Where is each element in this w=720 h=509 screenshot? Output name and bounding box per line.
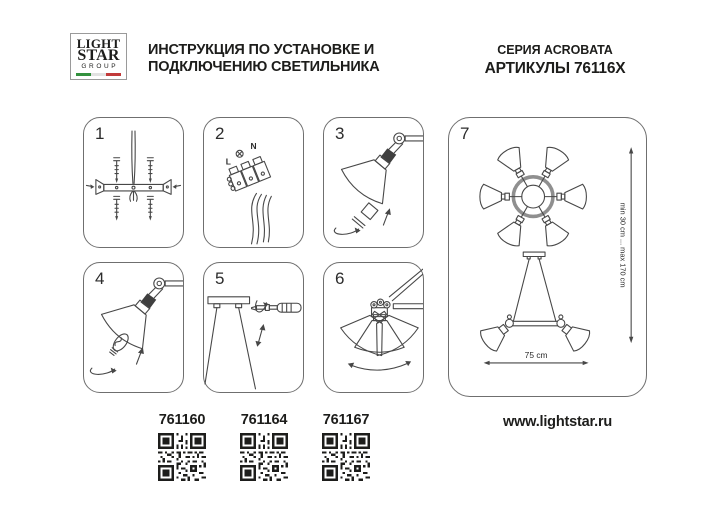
articles-label: АРТИКУЛЫ 76116X: [484, 60, 626, 77]
series-block: [440, 43, 670, 78]
step-panel-3: [323, 117, 424, 248]
terminal-label-neutral: N: [250, 140, 257, 151]
qr-code: [158, 433, 206, 481]
article-item: [314, 412, 378, 486]
step-4-illustration: [84, 263, 183, 392]
step-number: 6: [335, 269, 345, 288]
step-number: 4: [95, 269, 105, 288]
article-code: 761167: [322, 412, 370, 428]
lightstar-logo: [70, 33, 127, 80]
height-dimension-label: min 30 cm ... max 170 cm: [618, 202, 628, 288]
step-panel-1: [83, 117, 184, 248]
chandelier-side-view: [477, 252, 593, 354]
instruction-title-line2: ПОДКЛЮЧЕНИЮ СВЕТИЛЬНИКА: [148, 59, 380, 75]
step-panel-4: [83, 262, 184, 393]
website-url: www.lightstar.ru: [503, 414, 613, 430]
step-1-illustration: [84, 118, 183, 247]
step-2-illustration: [204, 118, 303, 247]
step-number: 1: [95, 124, 105, 143]
qr-code: [322, 433, 370, 481]
italian-flag-stripe: [76, 73, 121, 76]
step-number: 7: [460, 124, 470, 143]
qr-code: [240, 433, 288, 481]
step-panel-7: [448, 117, 647, 397]
instruction-title: [148, 42, 379, 76]
step-number: 5: [215, 269, 225, 288]
instruction-title-line1: ИНСТРУКЦИЯ ПО УСТАНОВКЕ И: [148, 42, 375, 58]
width-dimension: [484, 350, 589, 365]
logo-text-star: STAR: [77, 47, 120, 64]
article-code: 761160: [158, 412, 206, 428]
step-number: 3: [335, 124, 345, 143]
height-dimension: [618, 147, 633, 343]
step-5-illustration: [204, 263, 303, 392]
ground-symbol-icon: [236, 150, 243, 157]
article-item: [232, 412, 296, 486]
width-dimension-label: 75 cm: [524, 349, 548, 360]
logo-text-light: LIGHT: [76, 36, 121, 51]
step-6-illustration: [324, 263, 423, 392]
logo-text-group: GROUP: [81, 63, 119, 70]
step-7-illustration: [449, 118, 646, 396]
chandelier-top-view: [480, 144, 587, 249]
article-item: [150, 412, 214, 486]
step-panel-2: [203, 117, 304, 248]
series-label: СЕРИЯ ACROBATA: [497, 43, 613, 57]
step-panel-5: [203, 262, 304, 393]
step-number: 2: [215, 124, 225, 143]
terminal-label-live: L: [225, 156, 231, 167]
article-code: 761164: [240, 412, 288, 428]
step-panel-6: [323, 262, 424, 393]
step-3-illustration: [324, 118, 423, 247]
